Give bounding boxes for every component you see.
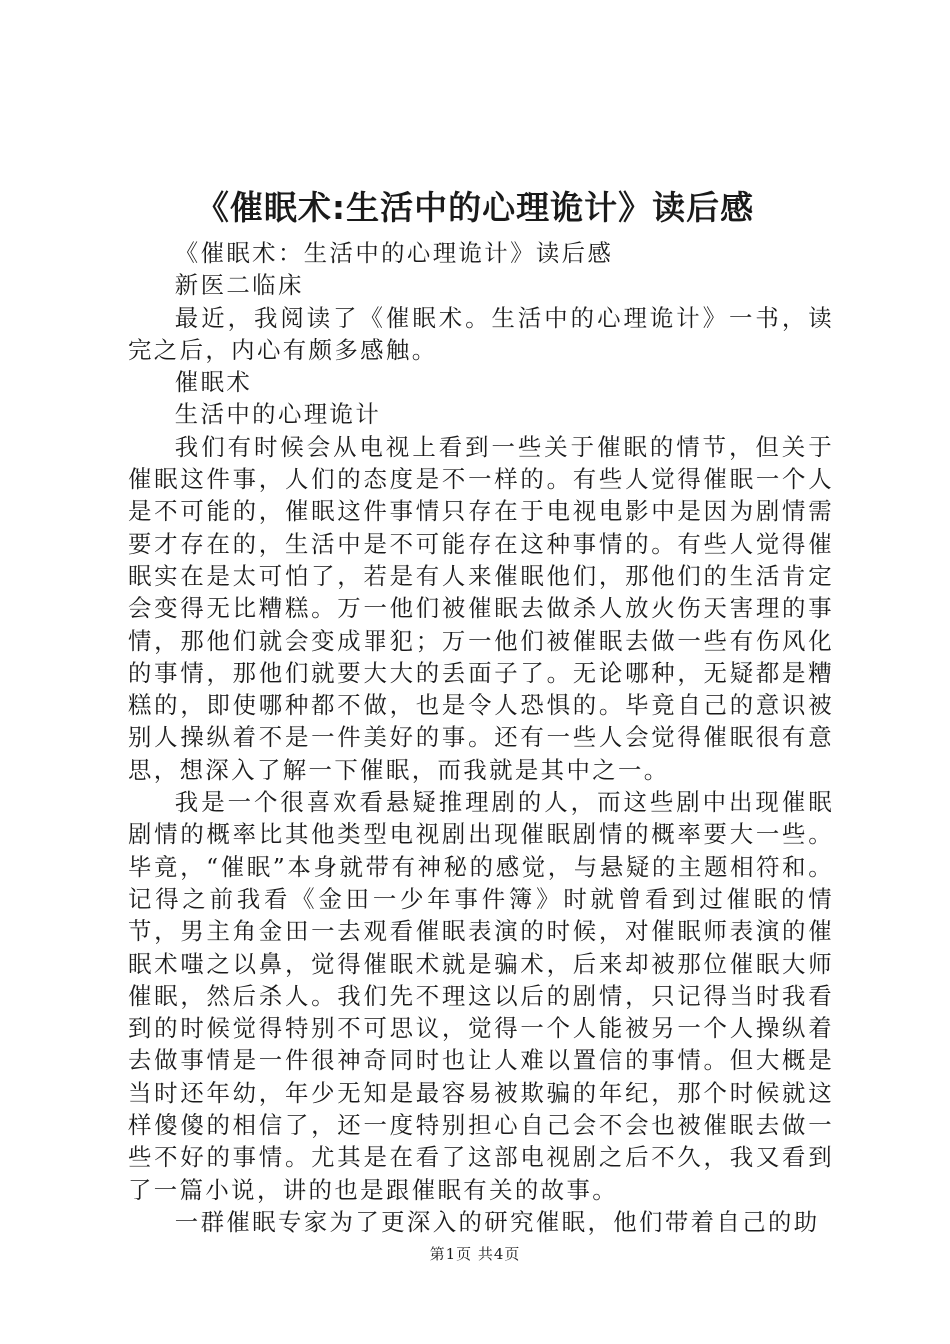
heading-line: 生活中的心理诡计 xyxy=(174,400,382,429)
heading-line: 催眠术 xyxy=(174,368,253,397)
author-line: 新医二临床 xyxy=(174,271,304,300)
subtitle-paragraph: 《催眠术：生活中的心理诡计》读后感 xyxy=(174,239,614,267)
document-body xyxy=(128,237,834,1238)
body-paragraph: 我是一个很喜欢看悬疑推理剧的人，而这些剧中出现催眠剧情的概率比其他类型电视剧出现催眠剧情的概率要大一些。毕竟，“催眠”本身就带有神秘的感觉，与悬疑的主题相符和。记得之前我看《金田一少年事件簿》时就曾看到过催眠的情节，男主角金田一去观看催眠表演的时候，对催眠师表演的催眠术嗤之以鼻，觉得催眠术就是骗术，后来却被那位催眠大师催眠，然后杀人。我们先不理这以后的剧情，只记得当时我看到的时候觉得特别不可思议，觉得一个人能被另一个人操纵着去做事情是一件很神奇同时也让人难以置信的事情。但大概是当时还年幼，年少无知是最容易被欺骗的年纪，那个时候就这样傻傻的相信了，还一度特别担心自己会不会也被催眠去做一些不好的事情。尤其是在看了这部电视剧之后不久，我又看到了一篇小说，讲的也是跟催眠有关的故事。 xyxy=(128,788,834,1204)
document-title: 《催眠术:生活中的心理诡计》读后感 xyxy=(195,188,755,227)
body-paragraph: 最近，我阅读了《催眠术。生活中的心理诡计》一书，读完之后，内心有颇多感触。 xyxy=(128,303,834,364)
page-footer: 第1页 共4页 xyxy=(429,1245,521,1263)
body-paragraph: 我们有时候会从电视上看到一些关于催眠的情节，但关于催眠这件事，人们的态度是不一样的。有些人觉得催眠一个人是不可能的，催眠这件事情只存在于电视电影中是因为剧情需要才存在的，生活中是不可能存在这种事情的。有些人觉得催眠实在是太可怕了，若是有人来催眠他们，那他们的生活肯定会变得无比糟糕。万一他们被催眠去做杀人放火伤天害理的事情，那他们就会变成罪犯；万一他们被催眠去做一些有伤风化的事情，那他们就要大大的丢面子了。无论哪种，无疑都是糟糕的，即使哪种都不做，也是令人恐惧的。毕竟自己的意识被别人操纵着不是一件美好的事。还有一些人会觉得催眠很有意思，想深入了解一下催眠，而我就是其中之一。 xyxy=(128,432,834,784)
body-paragraph: 一群催眠专家为了更深入的研究催眠，他们带着自己的助 xyxy=(174,1207,820,1236)
